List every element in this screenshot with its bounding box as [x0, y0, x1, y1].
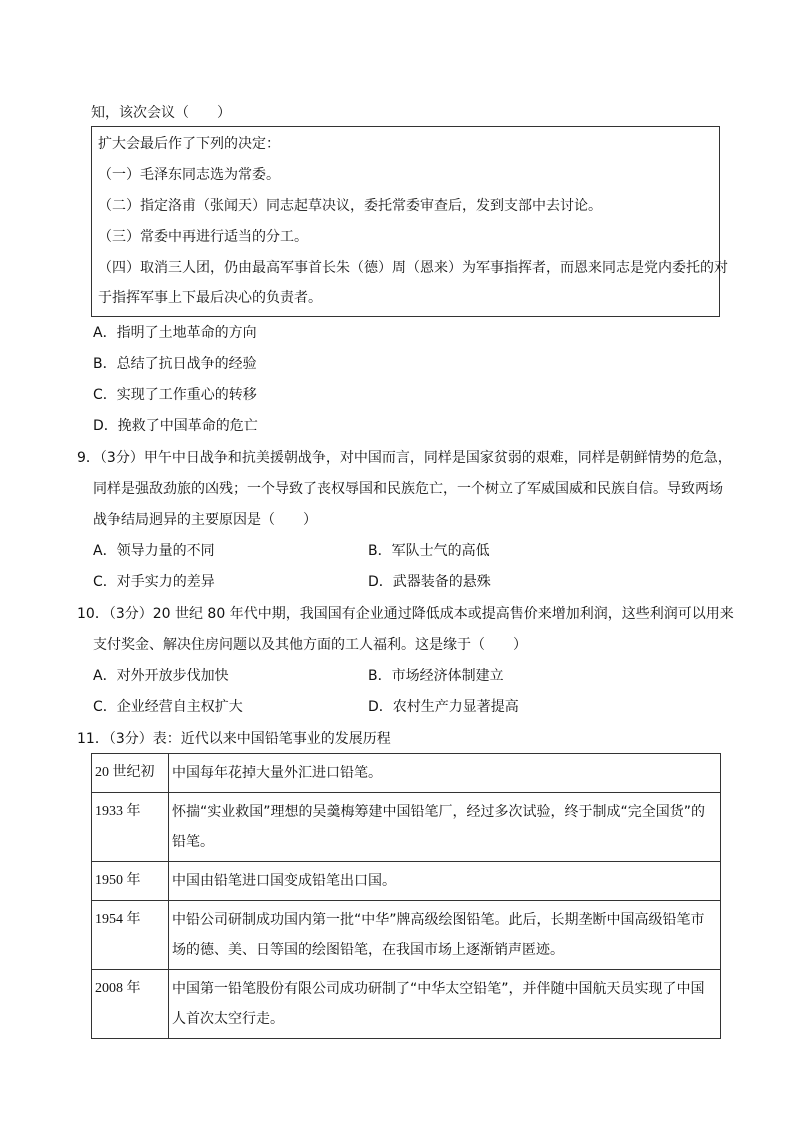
table-cell-year: 2008 年 — [92, 970, 169, 1039]
table-cell-text: 中国每年花掉大量外汇进口铅笔。 — [169, 754, 721, 793]
q8-option-c[interactable]: C．实现了工作重心的转移 — [93, 387, 257, 403]
q10-option-b[interactable]: B．市场经济体制建立 — [368, 668, 504, 684]
q8-option-d[interactable]: D．挽救了中国革命的危亡 — [93, 418, 258, 434]
q10-stem-line: 支付奖金、解决住房问题以及其他方面的工人福利。这是缘于（ ） — [93, 637, 527, 653]
table-cell-year: 1954 年 — [92, 901, 169, 970]
quote-line: 于指挥军事上下最后决心的负责者。 — [98, 290, 322, 306]
q9-stem-line: 9．（3分）甲午中日战争和抗美援朝战争，对中国而言，同样是国家贫弱的艰难，同样是朝鲜情势的危急， — [77, 450, 732, 466]
q9-stem-line: 同样是强敌劲旅的凶残；一个导致了丧权辱国和民族危亡，一个树立了军威国威和民族自信。导致两场 — [93, 481, 723, 497]
pencil-history-table — [91, 753, 721, 1039]
q10-option-d[interactable]: D．农村生产力显著提高 — [368, 699, 519, 715]
q8-option-b[interactable]: B．总结了抗日战争的经验 — [93, 356, 257, 372]
table-row — [92, 901, 721, 970]
q8-option-a[interactable]: A．指明了土地革命的方向 — [93, 325, 257, 341]
q9-option-c[interactable]: C．对手实力的差异 — [93, 574, 215, 590]
table-cell-text: 怀揣“实业救国”理想的吴羹梅筹建中国铅笔厂，经过多次试验，终于制成“完全国货”的铅笔。 — [169, 793, 721, 862]
quote-line: （二）指定洛甫（张闻天）同志起草决议，委托常委审查后，发到支部中去讨论。 — [98, 198, 602, 214]
question-8-stem-tail: 知，该次会议（ ） — [91, 105, 231, 121]
table-row — [92, 862, 721, 901]
table-cell-text: 中铅公司研制成功国内第一批“中华”牌高级绘图铅笔。此后，长期垄断中国高级铅笔市场的德、美、日等国的绘图铅笔，在我国市场上逐渐销声匿迹。 — [169, 901, 721, 970]
table-row — [92, 970, 721, 1039]
table-row — [92, 793, 721, 862]
quote-line: （四）取消三人团，仍由最高军事首长朱（德）周（恩来）为军事指挥者，而恩来同志是党内委托的对 — [98, 260, 728, 276]
quote-line: 扩大会最后作了下列的决定： — [98, 136, 280, 152]
q11-stem: 11．（3分）表：近代以来中国铅笔事业的发展历程 — [77, 731, 391, 747]
q9-option-d[interactable]: D．武器装备的悬殊 — [368, 574, 491, 590]
quote-box — [91, 126, 728, 317]
q9-stem-line: 战争结局迥异的主要原因是（ ） — [93, 512, 317, 528]
table-cell-text: 中国由铅笔进口国变成铅笔出口国。 — [169, 862, 721, 901]
table-row — [92, 754, 721, 793]
table-cell-year: 1950 年 — [92, 862, 169, 901]
q9-option-b[interactable]: B．军队士气的高低 — [368, 543, 490, 559]
table-cell-year: 20 世纪初 — [92, 754, 169, 793]
quote-line: （三）常委中再进行适当的分工。 — [98, 229, 308, 245]
q10-stem-line: 10．（3分）20 世纪 80 年代中期，我国国有企业通过降低成本或提高售价来增加利润，这些利润可以用来 — [77, 606, 734, 622]
quote-line: （一）毛泽东同志选为常委。 — [98, 167, 280, 183]
table-cell-text: 中国第一铅笔股份有限公司成功研制了“中华太空铅笔”，并伴随中国航天员实现了中国人首次太空行走。 — [169, 970, 721, 1039]
table-cell-year: 1933 年 — [92, 793, 169, 862]
q10-option-a[interactable]: A．对外开放步伐加快 — [93, 668, 229, 684]
q9-option-a[interactable]: A．领导力量的不同 — [93, 543, 215, 559]
q10-option-c[interactable]: C．企业经营自主权扩大 — [93, 699, 243, 715]
